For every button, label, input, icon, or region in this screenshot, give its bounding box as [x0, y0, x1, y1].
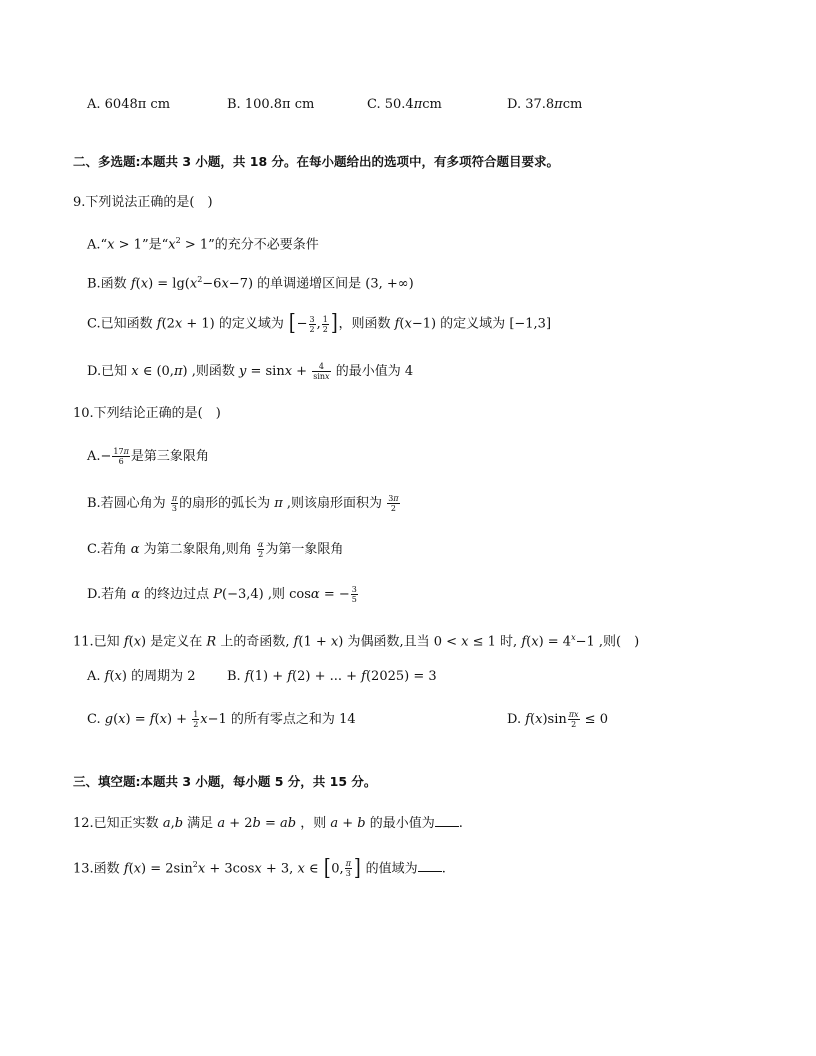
q8-option-c: C. 50.4πcm [367, 97, 442, 112]
q9-option-d: D.已知 x ∈ (0,π) ,则函数 y = sinx + $\frac{4}{\sin x}$ 的最小值为 4 [87, 362, 414, 381]
q10-option-a: A.− $\frac{17\pi}{6}$ 是第三象限角 [87, 447, 209, 466]
q9-option-b: B.函数 $f(x) = \lg(x^2-6x-7)$ 的单调递增区间是 (3, +∞) [87, 275, 414, 292]
q12-text: 12.已知正实数 a,b 满足 a + 2b = ab ，则 a + b 的最小值为 . [73, 816, 463, 831]
q8-option-a: A. 6048π cm [87, 97, 171, 112]
q9-stem: 9.下列说法正确的是( ) [73, 195, 213, 210]
q13-answer-blank[interactable] [418, 859, 442, 872]
q10-stem: 10.下列结论正确的是( ) [73, 406, 221, 421]
q10-option-d: D.若角 α 的终边过点 P(−3,4) ,则 cosα = − $\frac{3}{5}$ [87, 585, 357, 604]
q9-option-c: C.已知函数 f(2x + 1) 的定义域为 [− $\frac{3}{2}$ , $\frac{1}{2}$ ]，则函数 f(x−1) 的定义域为 [−1,3] [87, 311, 552, 336]
q13-text: 13.函数 $f(x) = 2\sin^2x + 3\cos x + 3$, x ∈ [0, $\frac{\pi}{3}$ ] 的值域为 . [73, 855, 446, 881]
q11-option-a: A. f(x) 的周期为 2 [87, 669, 196, 684]
q12-answer-blank[interactable] [435, 814, 459, 827]
section2-heading: 二、多选题:本题共 3 小题，共 18 分。在每小题给出的选项中，有多项符合题目要求。 [73, 154, 560, 169]
q11-option-c: C. g(x) = f(x) + $\frac{1}{2}$ x−1 的所有零点之和为 14 [87, 710, 356, 729]
q9-option-a: A.“x > 1”是“$x^2 > 1$”的充分不必要条件 [87, 236, 319, 253]
q8-option-b: B. 100.8π cm [227, 97, 315, 112]
q11-option-d: D. f(x)sin $\frac{\pi x}{2}$ ≤ 0 [507, 710, 608, 729]
q10-option-b: B.若圆心角为 $\frac{\pi}{3}$ 的扇形的弧长为 π ,则该扇形面积为 $\frac{3\pi}{2}$ [87, 494, 399, 513]
q11-option-b: B. f(1) + f(2) + ... + f(2025) = 3 [227, 669, 437, 684]
q11-stem: 11.已知 f(x) 是定义在 R 上的奇函数, f(1 + x) 为偶函数,且当 0 < x ≤ 1 时, $f(x) = 4^x-1$ ,则( ) [73, 633, 640, 650]
section3-heading: 三、填空题:本题共 3 小题，每小题 5 分，共 15 分。 [73, 774, 377, 789]
q8-option-d: D. 37.8πcm [507, 97, 583, 112]
q10-option-c: C.若角 α 为第二象限角,则角 $\frac{\alpha}{2}$ 为第一象限角 [87, 540, 344, 559]
